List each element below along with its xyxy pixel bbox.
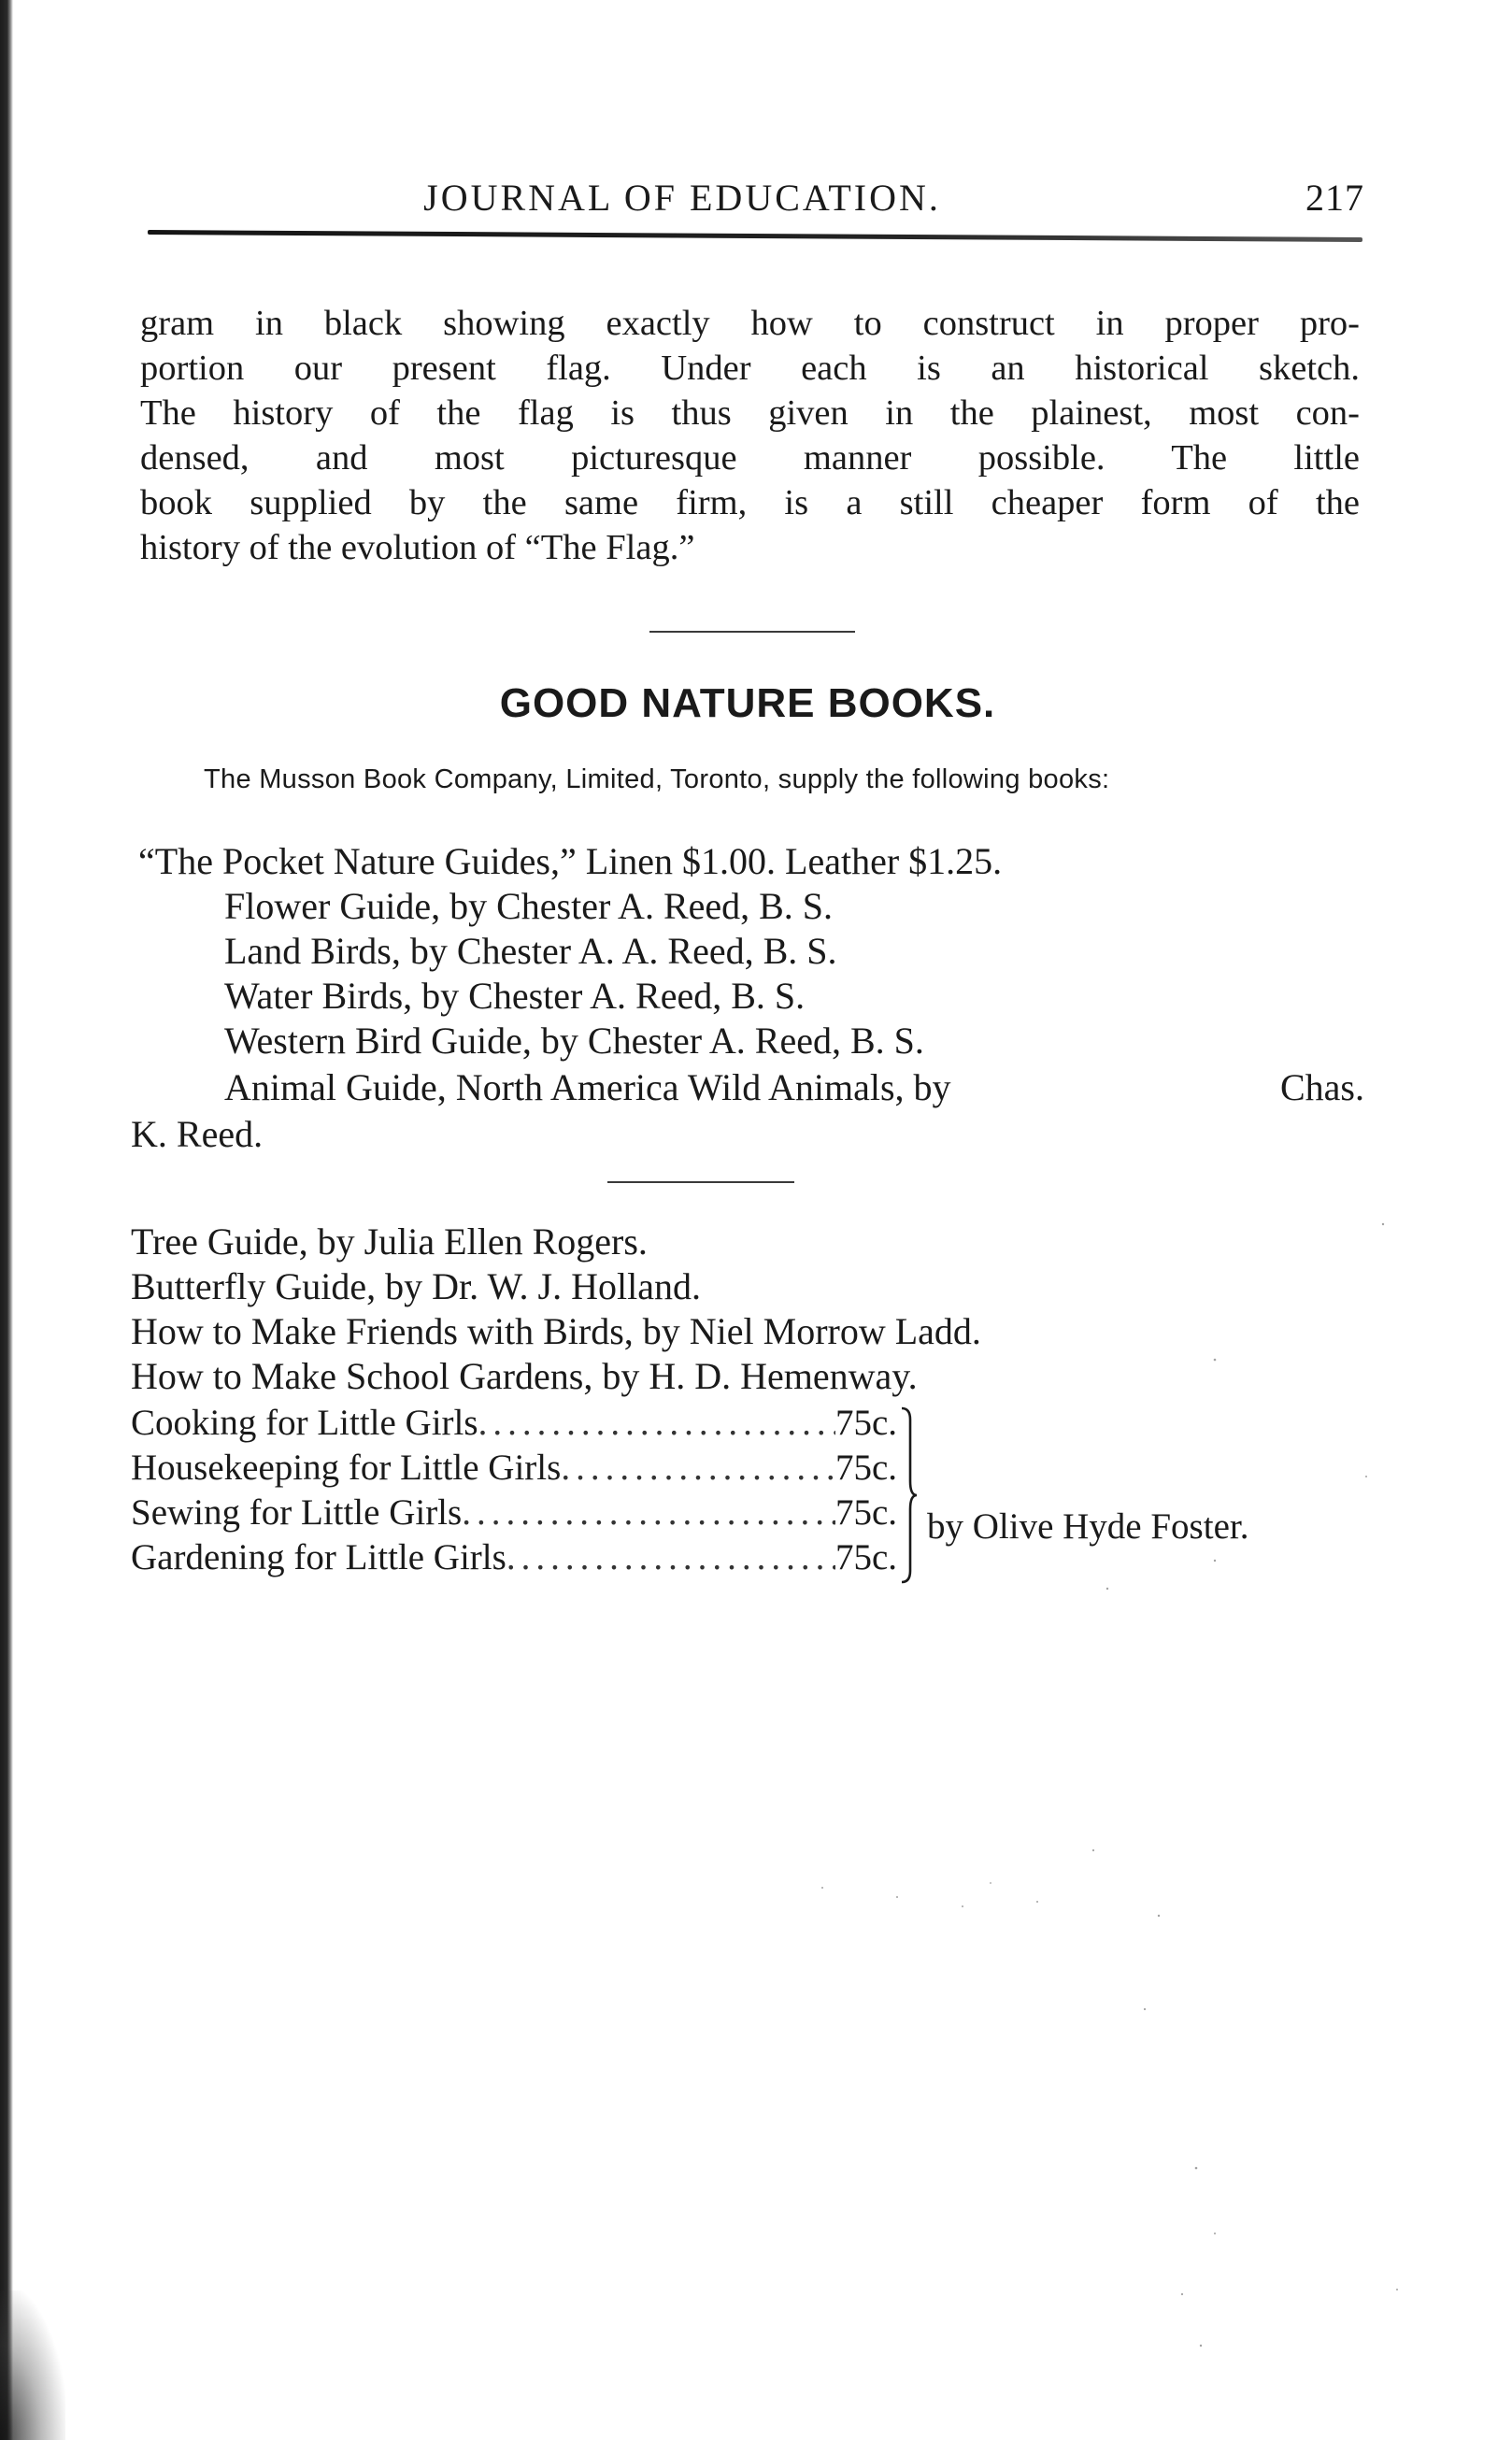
animal-guide-author-first: Chas. [1280,1066,1364,1108]
journal-page [131,0,1364,2440]
book-title: Gardening for Little Girls [131,1537,506,1577]
section-divider [649,631,855,633]
intro-paragraph [140,301,1360,570]
book-price: 75c. [834,1537,897,1577]
page-header [131,176,1364,232]
paragraph-line: book supplied by the same firm, is a still cheaper form of the [140,483,1360,522]
section-divider [607,1181,794,1183]
running-title: JOURNAL OF EDUCATION. [423,177,941,219]
paragraph-line: portion our present flag. Under each is an historical sketch. [140,349,1360,388]
book-price: 75c. [834,1403,897,1443]
dot-leader [462,1491,835,1534]
book-entry: Water Birds, by Chester A. Reed, B. S. [224,975,806,1017]
page-number: 217 [1305,177,1364,219]
dot-leader [561,1447,835,1489]
grouping-brace [899,1406,918,1584]
priced-book-entry [131,1447,897,1489]
paragraph-line: gram in black showing exactly how to construct in proper pro- [140,304,1360,343]
page-binding-shadow [0,2290,65,2440]
dot-leader [506,1536,835,1578]
paragraph-line: history of the evolution of “The Flag.” [140,528,695,567]
paragraph-line: densed, and most picturesque manner possible. The little [140,438,1360,478]
grouped-author: by Olive Hyde Foster. [927,1506,1249,1547]
book-entry: Tree Guide, by Julia Ellen Rogers. [131,1220,648,1263]
book-entry: Flower Guide, by Chester A. Reed, B. S. [224,885,834,927]
book-entry: How to Make Friends with Birds, by Niel Morrow Ladd. [131,1310,981,1352]
book-price: 75c. [834,1492,897,1533]
book-entry: How to Make School Gardens, by H. D. Hemenway. [131,1355,918,1397]
priced-book-entry [131,1491,897,1534]
animal-guide-title: Animal Guide, North America Wild Animals, by [224,1066,951,1108]
pocket-guides-heading: “The Pocket Nature Guides,” Linen $1.00. Leather $1.25. [138,840,1003,882]
dot-leader [478,1402,835,1444]
book-title: Cooking for Little Girls [131,1403,478,1443]
book-title: Sewing for Little Girls [131,1492,463,1533]
animal-guide-author-rest: K. Reed. [131,1113,264,1155]
book-entry: Butterfly Guide, by Dr. W. J. Holland. [131,1265,701,1307]
priced-book-entry [131,1536,897,1578]
paragraph-line: The history of the flag is thus given in the plainest, most con- [140,393,1360,433]
section-title: GOOD NATURE BOOKS. [499,680,996,726]
priced-book-entry [131,1402,897,1444]
page-binding-edge [0,0,13,2440]
book-entry: Land Birds, by Chester A. A. Reed, B. S. [224,930,837,972]
publisher-note: The Musson Book Company, Limited, Toronto, supply the following books: [204,764,1110,794]
book-entry: Western Bird Guide, by Chester A. Reed, B. S. [224,1020,924,1062]
book-title: Housekeeping for Little Girls [131,1448,562,1488]
book-price: 75c. [834,1448,897,1488]
